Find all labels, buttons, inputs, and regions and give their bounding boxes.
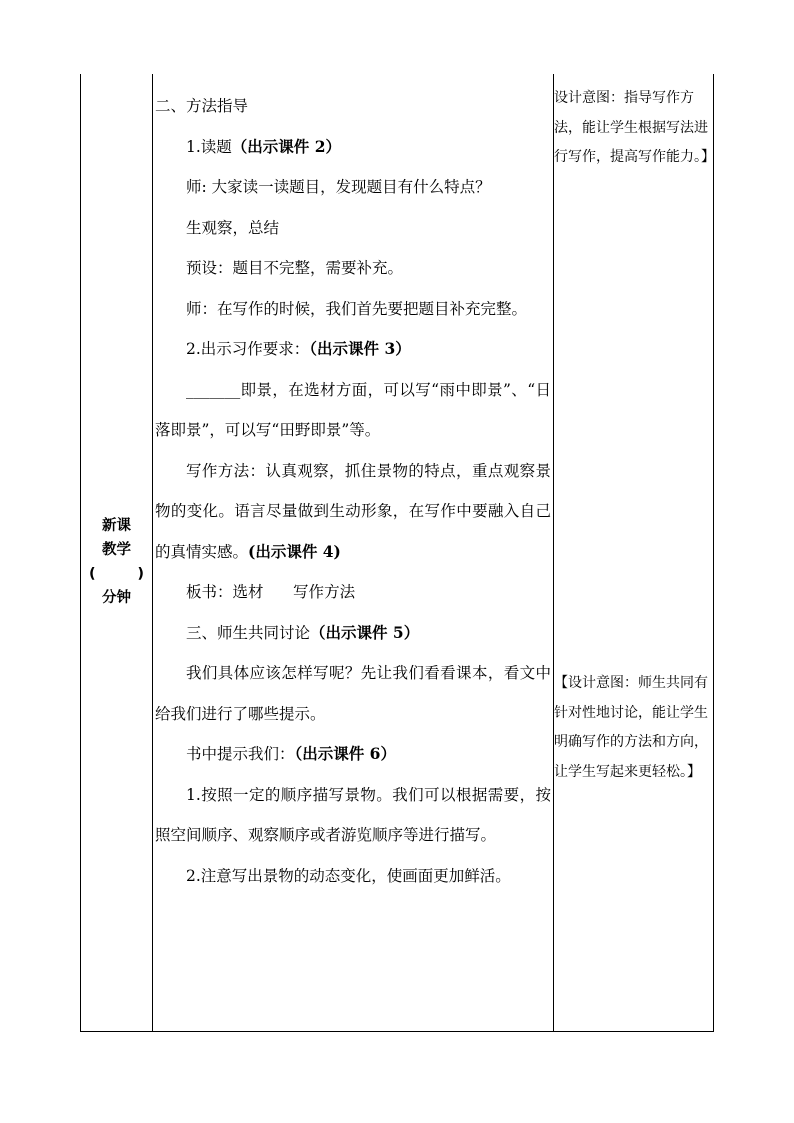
paren-right: )	[137, 566, 144, 582]
hint-2: 2.注意写出景物的动态变化，使画面更加鲜活。	[186, 866, 511, 885]
step2	[155, 329, 551, 370]
column-divider-1	[152, 74, 153, 1031]
step1-label: 1.读题	[186, 137, 232, 156]
teacher-question: 师: 大家读一读题目，发现题目有什么特点？	[186, 178, 491, 196]
section3-ref: （出示课件 5）	[310, 622, 420, 642]
method-body: 写作方法：认真观察，抓住景物的特点，重点观察景物的变化。语言尽量做到生动形象，在写作中要融入自己的真情实感。	[155, 461, 551, 561]
design-intent-note-1: 设计意图：指导写作方法，能让学生根据写法进行写作，提高写作能力。】	[554, 90, 715, 165]
row-label-line2: 教学	[102, 542, 131, 558]
step1-ref: （出示课件 2）	[231, 136, 341, 156]
row-label-line4: 分钟	[102, 590, 131, 606]
hint-1: 1.按照一定的顺序描写景物。我们可以根据需要，按照空间顺序、观察顺序或者游览顺序等进行描写。	[155, 785, 551, 844]
method-ref: (出示课件 4)	[248, 541, 341, 561]
column-divider-2	[553, 74, 554, 1031]
step1	[155, 127, 551, 168]
section3-title	[155, 613, 551, 654]
step2-label: 2.出示习作要求：	[186, 340, 310, 358]
book-hint-ref: （出示课件 6）	[294, 744, 396, 763]
paren-left: (	[89, 566, 96, 582]
teacher-statement: 师：在写作的时候，我们首先要把题目补充完整。	[186, 299, 528, 318]
row-label-paren	[81, 562, 152, 586]
step2-ref: （出示课件 3）	[309, 339, 411, 358]
discuss-text: 我们具体应该怎样写呢？先让我们看看课本，看文中给我们进行了哪些提示。	[155, 664, 551, 723]
method-text	[155, 451, 551, 573]
student-observation: 生观察，总结	[186, 218, 280, 237]
main-content-cell	[155, 86, 551, 896]
book-hint	[155, 734, 551, 775]
design-intent-note-2: 【设计意图：师生共同有针对性地讨论，能让学生明确写作的方法和方向，让学生写起来更轻松。】	[554, 675, 708, 780]
row-label-line1: 新课	[102, 518, 131, 534]
row-label-cell	[81, 514, 152, 610]
board-text: 板书：选材 写作方法	[186, 583, 356, 601]
section2-title: 二、方法指导	[155, 97, 249, 115]
topic-text: _______即景，在选材方面，可以写“雨中即景”、“日落即景”，可以写“田野即景”等。	[155, 380, 551, 439]
lesson-table	[80, 74, 714, 1032]
section3-title-text: 三、师生共同讨论	[186, 623, 311, 642]
preset-answer: 预设：题目不完整，需要补充。	[186, 259, 404, 277]
book-hint-text: 书中提示我们：	[186, 745, 295, 763]
